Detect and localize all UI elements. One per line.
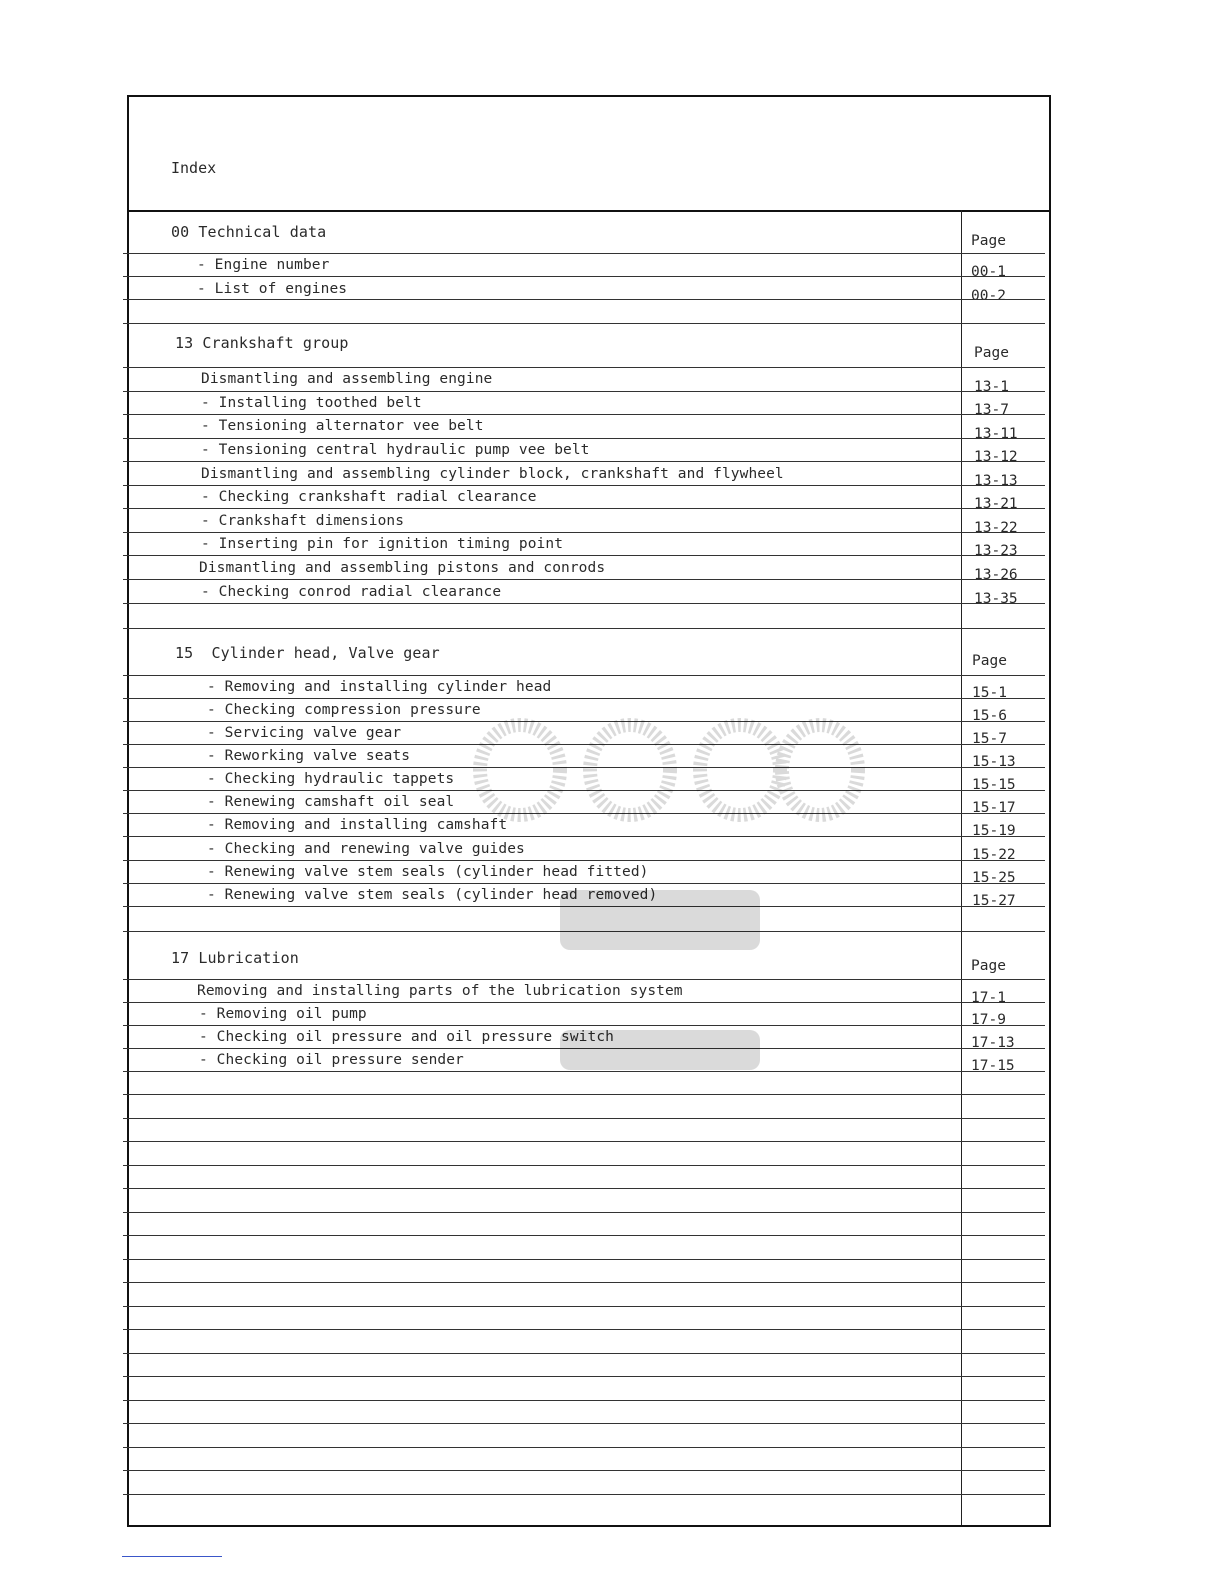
empty-row-rule	[123, 1329, 1045, 1330]
toc-entry-text: - Checking oil pressure sender	[199, 1052, 464, 1068]
toc-entry-text: - Tensioning alternator vee belt	[201, 418, 484, 434]
toc-entry-page: 13-23	[974, 543, 1018, 559]
row-rule	[123, 1025, 1045, 1026]
toc-entry-page: 17-15	[971, 1058, 1015, 1074]
page-column-label: Page	[972, 653, 1007, 669]
row-rule	[123, 391, 1045, 392]
row-rule	[123, 579, 1045, 580]
toc-entry-page: 15-27	[972, 893, 1016, 909]
toc-entry-text: - Installing toothed belt	[201, 395, 422, 411]
toc-entry-page: 00-1	[971, 264, 1006, 280]
toc-entry-text: - Renewing camshaft oil seal	[207, 794, 455, 810]
empty-row-rule	[123, 1094, 1045, 1095]
row-rule	[123, 860, 1045, 861]
empty-row-rule	[123, 1212, 1045, 1213]
page-column-label: Page	[974, 345, 1009, 361]
section-heading-13: 13 Crankshaft group	[175, 334, 349, 352]
page-title: Index	[171, 159, 217, 177]
empty-row-rule	[123, 1494, 1045, 1495]
toc-entry-page: 17-13	[971, 1035, 1015, 1051]
toc-entry-page: 13-11	[974, 426, 1018, 442]
row-rule	[123, 461, 1045, 462]
toc-entry-text: - Removing and installing camshaft	[207, 817, 508, 833]
toc-entry-text: - Removing oil pump	[199, 1006, 367, 1022]
row-rule	[123, 836, 1045, 837]
toc-entry-text: - Checking crankshaft radial clearance	[201, 489, 537, 505]
empty-row-rule	[123, 1470, 1045, 1471]
toc-entry-text: Dismantling and assembling engine	[201, 371, 493, 387]
toc-entry-text: - Tensioning central hydraulic pump vee belt	[201, 442, 590, 458]
empty-row-rule	[123, 1165, 1045, 1166]
empty-row-rule	[123, 1376, 1045, 1377]
toc-entry-text: - Reworking valve seats	[207, 748, 411, 764]
row-rule	[123, 906, 1045, 907]
toc-entry-text: - Checking and renewing valve guides	[207, 841, 525, 857]
row-rule	[123, 485, 1045, 486]
row-rule	[123, 744, 1045, 745]
toc-entry-page: 15-19	[972, 823, 1016, 839]
toc-entry-text: - Inserting pin for ignition timing point	[201, 536, 564, 552]
row-rule	[123, 367, 1045, 368]
row-rule	[123, 1002, 1045, 1003]
empty-row-rule	[123, 1423, 1045, 1424]
toc-entry-text: - Checking compression pressure	[207, 702, 481, 718]
empty-row-rule	[123, 1235, 1045, 1236]
toc-entry-page: 15-6	[972, 708, 1007, 724]
toc-entry-page: 15-17	[972, 800, 1016, 816]
row-rule	[123, 1048, 1045, 1049]
row-rule	[123, 603, 1045, 604]
row-rule	[123, 276, 1045, 277]
toc-entry-text: - List of engines	[197, 281, 348, 297]
section-heading-00: 00 Technical data	[171, 223, 327, 241]
empty-row-rule	[123, 1259, 1045, 1260]
toc-entry-page: 15-1	[972, 685, 1007, 701]
row-rule	[123, 555, 1045, 556]
toc-entry-text: - Renewing valve stem seals (cylinder head fitted)	[207, 864, 649, 880]
section-rule	[123, 323, 1045, 324]
section-rule	[123, 628, 1045, 629]
row-rule	[123, 883, 1045, 884]
toc-entry-page: 13-21	[974, 496, 1018, 512]
toc-entry-page: 15-7	[972, 731, 1007, 747]
toc-entry-text: Dismantling and assembling cylinder block, crankshaft and flywheel	[201, 466, 784, 482]
toc-entry-text: - Servicing valve gear	[207, 725, 402, 741]
row-rule	[123, 813, 1045, 814]
empty-row-rule	[123, 1400, 1045, 1401]
toc-entry-page: 15-15	[972, 777, 1016, 793]
toc-entry-text: - Engine number	[197, 257, 330, 273]
empty-row-rule	[123, 1282, 1045, 1283]
page-column-label: Page	[971, 233, 1006, 249]
toc-entry-page: 00-2	[971, 288, 1006, 304]
toc-entry-page: 15-25	[972, 870, 1016, 886]
row-rule	[123, 1071, 1045, 1072]
empty-row-rule	[123, 1141, 1045, 1142]
row-rule	[123, 438, 1045, 439]
page-column-divider	[961, 210, 962, 1525]
section-heading-15: 15 Cylinder head, Valve gear	[175, 644, 440, 662]
title-box	[129, 97, 1049, 212]
empty-row-rule	[123, 1118, 1045, 1119]
toc-entry-text: - Crankshaft dimensions	[201, 513, 405, 529]
empty-row-rule	[123, 1447, 1045, 1448]
toc-entry-text: - Removing and installing cylinder head	[207, 679, 552, 695]
toc-entry-page: 13-13	[974, 473, 1018, 489]
row-rule	[123, 979, 1045, 980]
row-rule	[123, 790, 1045, 791]
toc-entry-text: - Checking oil pressure and oil pressure switch	[199, 1029, 614, 1045]
toc-entry-page: 15-13	[972, 754, 1016, 770]
toc-entry-text: - Checking hydraulic tappets	[207, 771, 455, 787]
toc-entry-text: Dismantling and assembling pistons and conrods	[199, 560, 606, 576]
row-rule	[123, 253, 1045, 254]
toc-entry-text: - Renewing valve stem seals (cylinder head removed)	[207, 887, 658, 903]
toc-entry-page: 13-35	[974, 591, 1018, 607]
empty-row-rule	[123, 1188, 1045, 1189]
toc-entry-page: 13-26	[974, 567, 1018, 583]
toc-entry-page: 17-9	[971, 1012, 1006, 1028]
toc-entry-page: 13-7	[974, 402, 1009, 418]
index-sheet	[127, 95, 1051, 1527]
section-rule	[123, 931, 1045, 932]
page-column-label: Page	[971, 958, 1006, 974]
empty-row-rule	[123, 1306, 1045, 1307]
section-heading-17: 17 Lubrication	[171, 949, 299, 967]
bottom-link-underline	[122, 1556, 222, 1557]
row-rule	[123, 508, 1045, 509]
row-rule	[123, 767, 1045, 768]
toc-entry-page: 13-1	[974, 379, 1009, 395]
empty-row-rule	[123, 1353, 1045, 1354]
toc-entry-text: - Checking conrod radial clearance	[201, 584, 502, 600]
toc-entry-page: 17-1	[971, 990, 1006, 1006]
row-rule	[123, 414, 1045, 415]
row-rule	[123, 299, 1045, 300]
toc-entry-page: 13-12	[974, 449, 1018, 465]
row-rule	[123, 698, 1045, 699]
toc-entry-text: Removing and installing parts of the lubrication system	[197, 983, 683, 999]
row-rule	[123, 532, 1045, 533]
row-rule	[123, 721, 1045, 722]
toc-entry-page: 15-22	[972, 847, 1016, 863]
toc-entry-page: 13-22	[974, 520, 1018, 536]
row-rule	[123, 675, 1045, 676]
